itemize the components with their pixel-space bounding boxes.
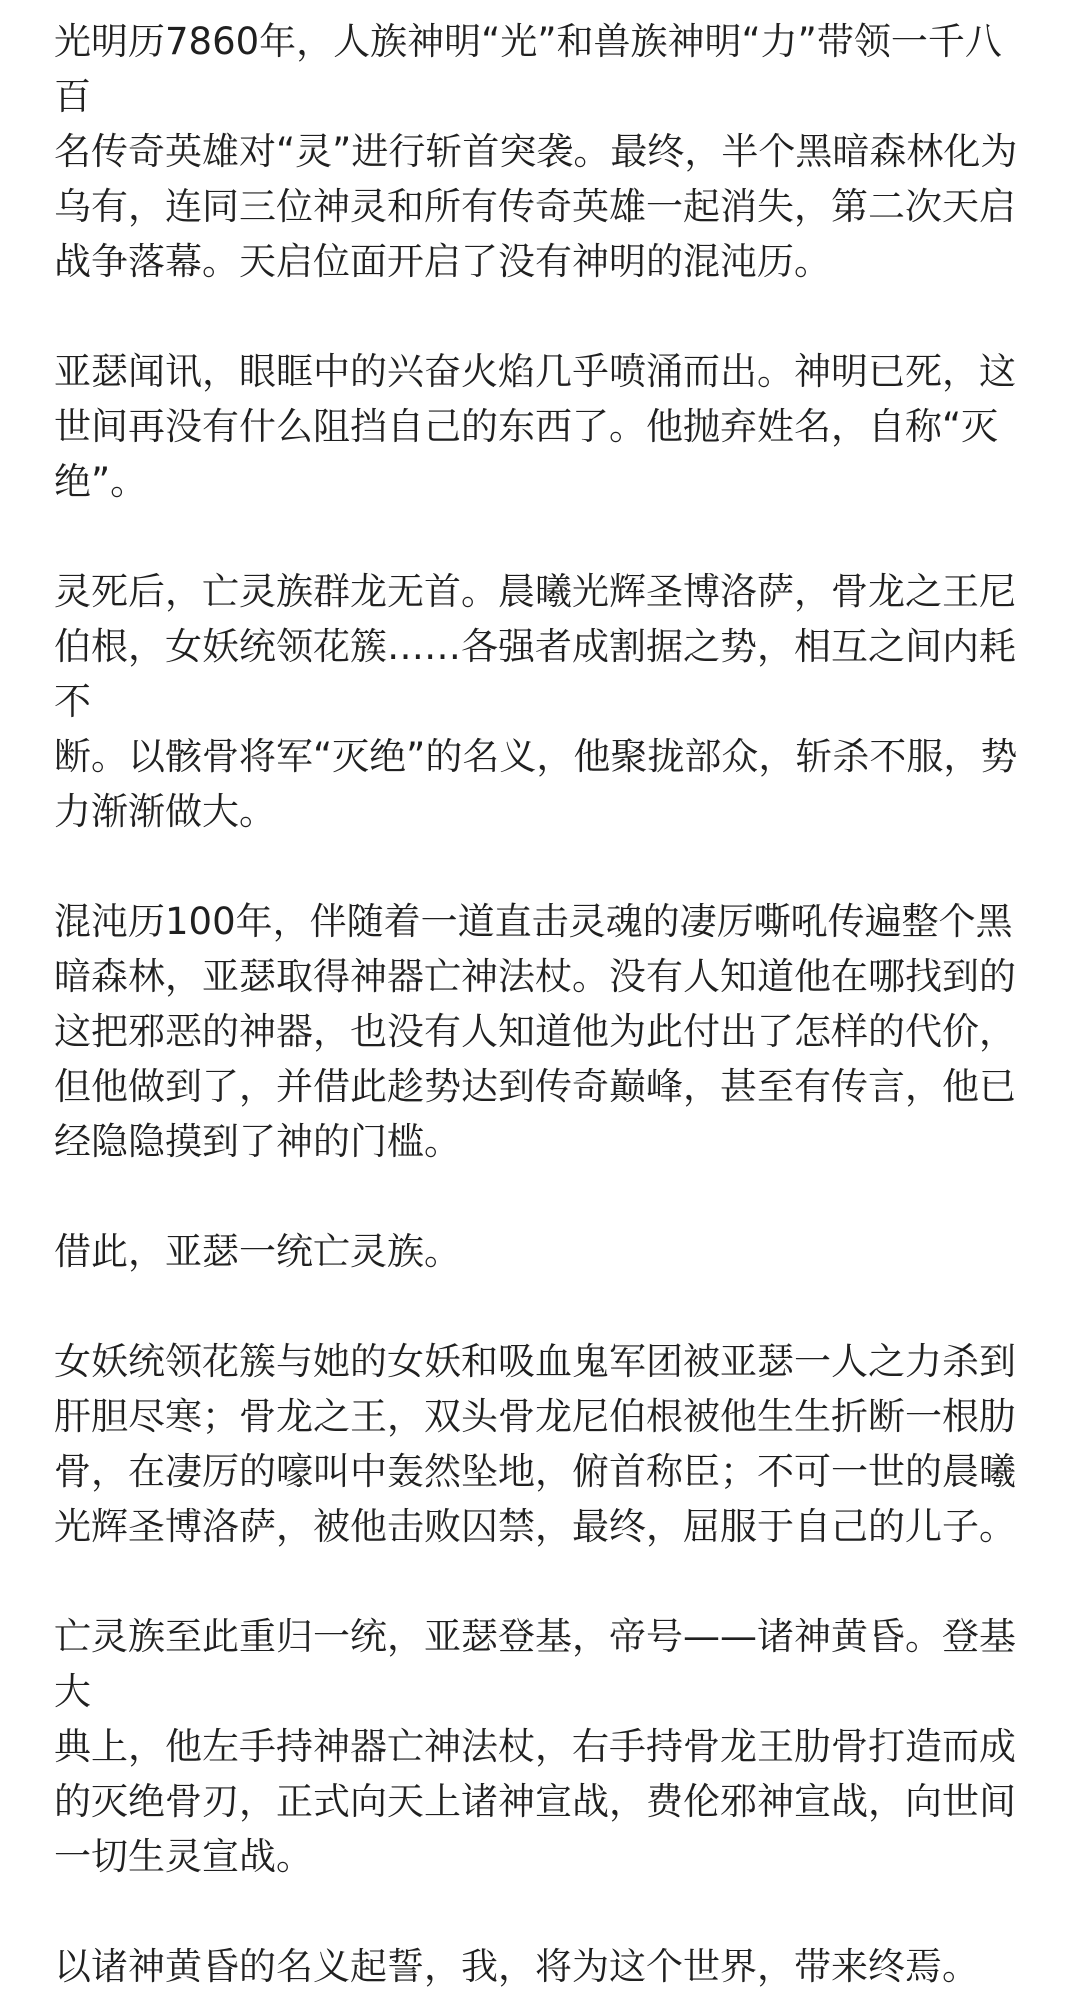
paragraph-4: 混沌历100年，伴随着一道直击灵魂的凄厉嘶吼传遍整个黑 暗森林，亚瑟取得神器亡神法杖。没有人知道他在哪找到的 这把邪恶的神器，也没有人知道他为此付出了怎样的代价， 但他做到了，并借此趁势达到传奇巅峰，甚至有传言，他已 经隐隐摸到了神的门槛。 xyxy=(54,900,1016,1163)
paragraph-5: 借此，亚瑟一统亡灵族。 xyxy=(54,1230,461,1273)
paragraph-8: 以诸神黄昏的名义起誓，我，将为这个世界，带来终焉。 xyxy=(54,1945,979,1988)
paragraph-3: 灵死后，亡灵族群龙无首。晨曦光辉圣博洛萨，骨龙之王尼 伯根，女妖统领花簇……各强者成割据之势，相互之间内耗不 断。以骸骨将军“灭绝”的名义，他聚拢部众，斩杀不服，势 力渐渐做大。 xyxy=(54,570,1018,833)
paragraph-6: 女妖统领花簇与她的女妖和吸血鬼军团被亚瑟一人之力杀到 肝胆尽寒；骨龙之王，双头骨龙尼伯根被他生生折断一根肋 骨，在凄厉的嚎叫中轰然坠地，俯首称臣；不可一世的晨曦 光辉圣博洛萨，被他击败囚禁，最终，屈服于自己的儿子。 xyxy=(54,1340,1016,1548)
paragraph-7: 亡灵族至此重归一统，亚瑟登基，帝号——诸神黄昏。登基大 典上，他左手持神器亡神法杖，右手持骨龙王肋骨打造而成 的灭绝骨刃，正式向天上诸神宣战，费伦邪神宣战，向世间 一切生灵宣战。 xyxy=(54,1615,1016,1878)
paragraph-1: 光明历7860年，人族神明“光”和兽族神明“力”带领一千八百 名传奇英雄对“灵”进行斩首突袭。最终，半个黑暗森林化为 乌有，连同三位神灵和所有传奇英雄一起消失，第二次天启 战争落幕。天启位面开启了没有神明的混沌历。 xyxy=(54,20,1018,283)
paragraph-2: 亚瑟闻讯，眼眶中的兴奋火焰几乎喷涌而出。神明已死，这 世间再没有什么阻挡自己的东西了。他抛弃姓名，自称“灭 绝”。 xyxy=(54,350,1016,503)
